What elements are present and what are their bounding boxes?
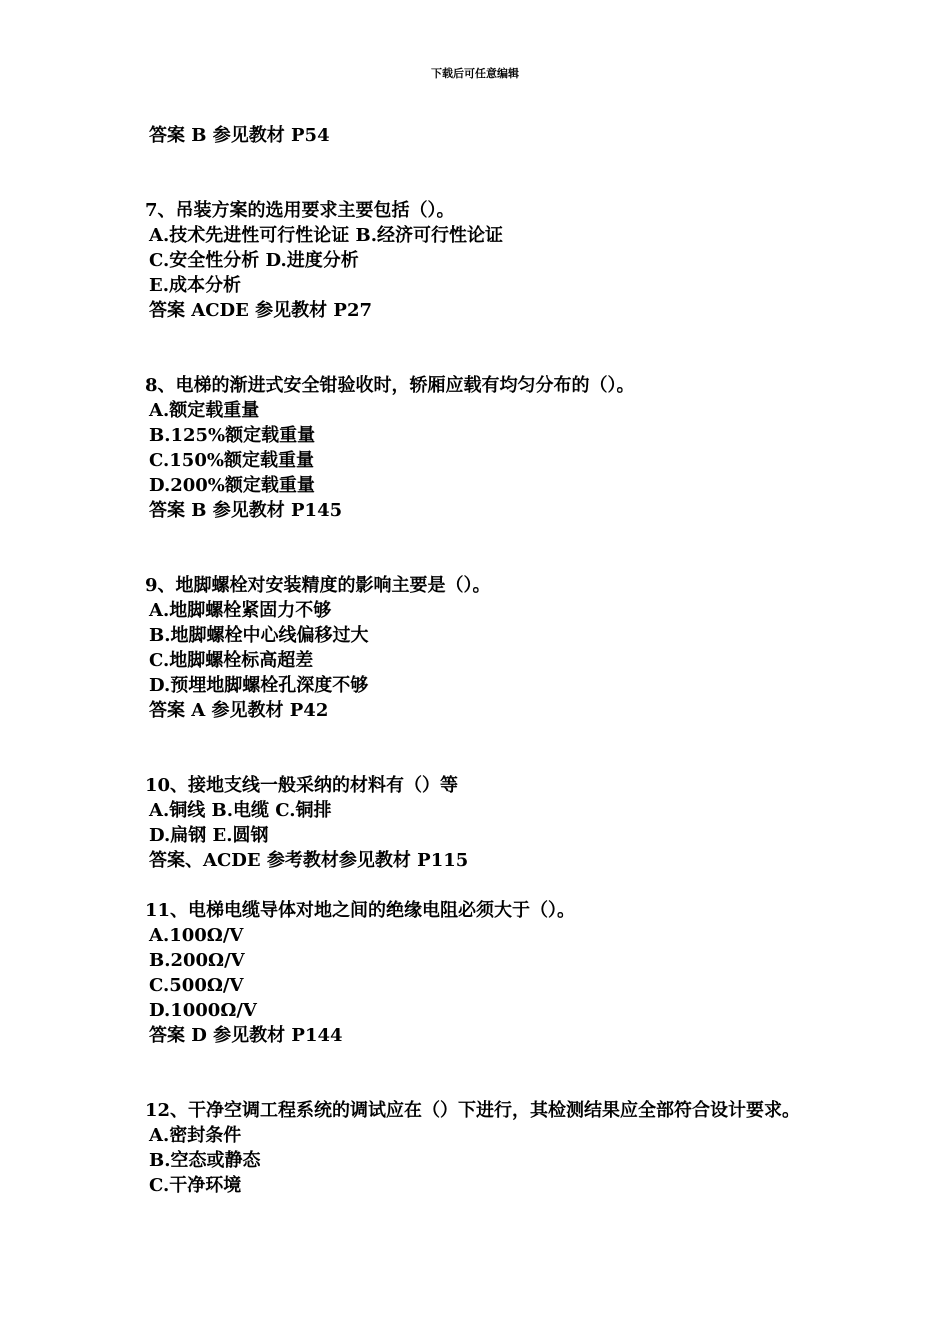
option-line: B.200Ω/V — [149, 950, 245, 971]
question-10: 10、接地支线一般采纳的材料有（）等 — [145, 775, 459, 796]
question-12: 12、干净空调工程系统的调试应在（）下进行，其检测结果应全部符合设计要求。 — [145, 1100, 801, 1121]
option-line: C.地脚螺栓标高超差 — [149, 650, 314, 671]
option-line: D.预埋地脚螺栓孔深度不够 — [149, 675, 369, 696]
option-line: D.1000Ω/V — [149, 1000, 257, 1021]
document-body — [145, 123, 810, 1198]
answer-line: 答案 ACDE 参见教材 P27 — [149, 300, 373, 321]
answer-line: 答案 D 参见教材 P144 — [149, 1025, 343, 1046]
option-line: A.100Ω/V — [149, 925, 244, 946]
option-line: B.125%额定载重量 — [149, 425, 316, 446]
option-line: C.安全性分析 D.进度分析 — [149, 250, 359, 271]
option-line: C.150%额定载重量 — [149, 450, 314, 471]
answer-line: 答案 B 参见教材 P54 — [149, 125, 330, 146]
option-line: C.500Ω/V — [149, 975, 244, 996]
question-7: 7、吊装方案的选用要求主要包括（）。 — [145, 200, 455, 221]
option-line: B.地脚螺栓中心线偏移过大 — [149, 625, 369, 646]
question-9: 9、地脚螺栓对安装精度的影响主要是（）。 — [145, 575, 491, 596]
option-line: A.技术先进性可行性论证 B.经济可行性论证 — [149, 225, 503, 246]
option-line: A.额定载重量 — [149, 400, 260, 421]
page-header: 下载后可任意编辑 — [431, 67, 519, 80]
option-line: A.地脚螺栓紧固力不够 — [149, 600, 332, 621]
answer-line: 答案、ACDE 参考教材参见教材 P115 — [149, 850, 469, 871]
answer-line: 答案 A 参见教材 P42 — [149, 700, 329, 721]
option-line: C.干净环境 — [149, 1175, 242, 1196]
option-line: D.200%额定载重量 — [149, 475, 315, 496]
option-line: B.空态或静态 — [149, 1150, 261, 1171]
option-line: A.铜线 B.电缆 C.铜排 — [149, 800, 332, 821]
answer-line: 答案 B 参见教材 P145 — [149, 500, 343, 521]
option-line: A.密封条件 — [149, 1125, 242, 1146]
option-line: D.扁钢 E.圆钢 — [149, 825, 269, 846]
option-line: E.成本分析 — [149, 275, 241, 296]
question-11: 11、电梯电缆导体对地之间的绝缘电阻必须大于（）。 — [145, 900, 576, 921]
question-8: 8、电梯的渐进式安全钳验收时，轿厢应载有均匀分布的（）。 — [145, 375, 635, 396]
